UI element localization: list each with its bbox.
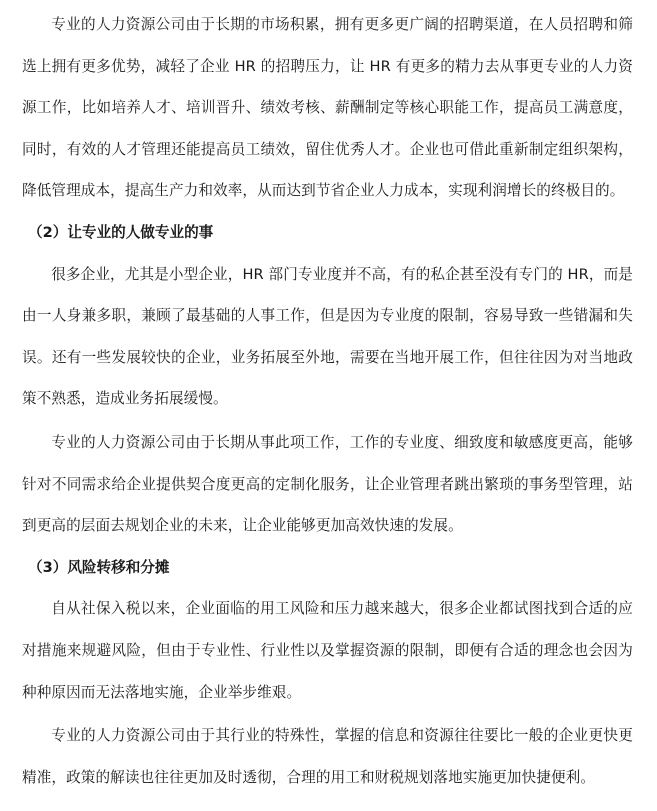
paragraph-customized-service: 专业的人力资源公司由于长期从事此项工作，工作的专业度、细致度和敏感度更高，能够针对不同需求给企业提供契合度更高的定制化服务，让企业管理者跳出繁琐的事务型管理，站到更高的层面去规划企业的未来，让企业能够更加高效快速的发展。 bbox=[22, 433, 633, 535]
section-heading-professional: （2）让专业的人做专业的事 bbox=[28, 223, 214, 241]
paragraph-social-security-risk: 自从社保入税以来，企业面临的用工风险和压力越来越大，很多企业都试图找到合适的应对措施来规避风险，但由于专业性、行业性以及掌握资源的限制，即便有合适的理念也会因为种种原因而无法落地实施，企业举步维艰。 bbox=[22, 600, 633, 701]
paragraph-recruitment-advantage: 专业的人力资源公司由于长期的市场积累，拥有更多更广阔的招聘渠道，在人员招聘和筛选上拥有更多优势，减轻了企业 HR 的招聘压力，让 HR 有更多的精力去从事更专业的人力资源工作，比如培养人才、培训晋升、绩效考核、薪酬制定等核心职能工作，提高员工满意度，同时，有效的人才管理还能提高员工绩效，留住优秀人才。企业也可借此重新制定组织架构，降低管理成本，提高生产力和效率，从而达到节省企业人力成本，实现利润增长的终极目的。 bbox=[22, 16, 633, 200]
paragraph-small-enterprise-hr: 很多企业，尤其是小型企业，HR 部门专业度并不高，有的私企甚至没有专门的 HR，而是由一人身兼多职，兼顾了最基础的人事工作，但是因为专业度的限制，容易导致一些错漏和失误。还有一些发展较快的企业，业务拓展至外地，需要在当地开展工作，但往往因为对当地政策不熟悉，造成业务拓展缓慢。 bbox=[22, 265, 633, 408]
section-heading-risk: （3）风险转移和分摊 bbox=[28, 558, 170, 576]
paragraph-policy-interpretation: 专业的人力资源公司由于其行业的特殊性，掌握的信息和资源往往要比一般的企业更快更精准，政策的解读也往往更加及时透彻，合理的用工和财税规划落地实施更加快捷便利。 bbox=[22, 727, 633, 786]
